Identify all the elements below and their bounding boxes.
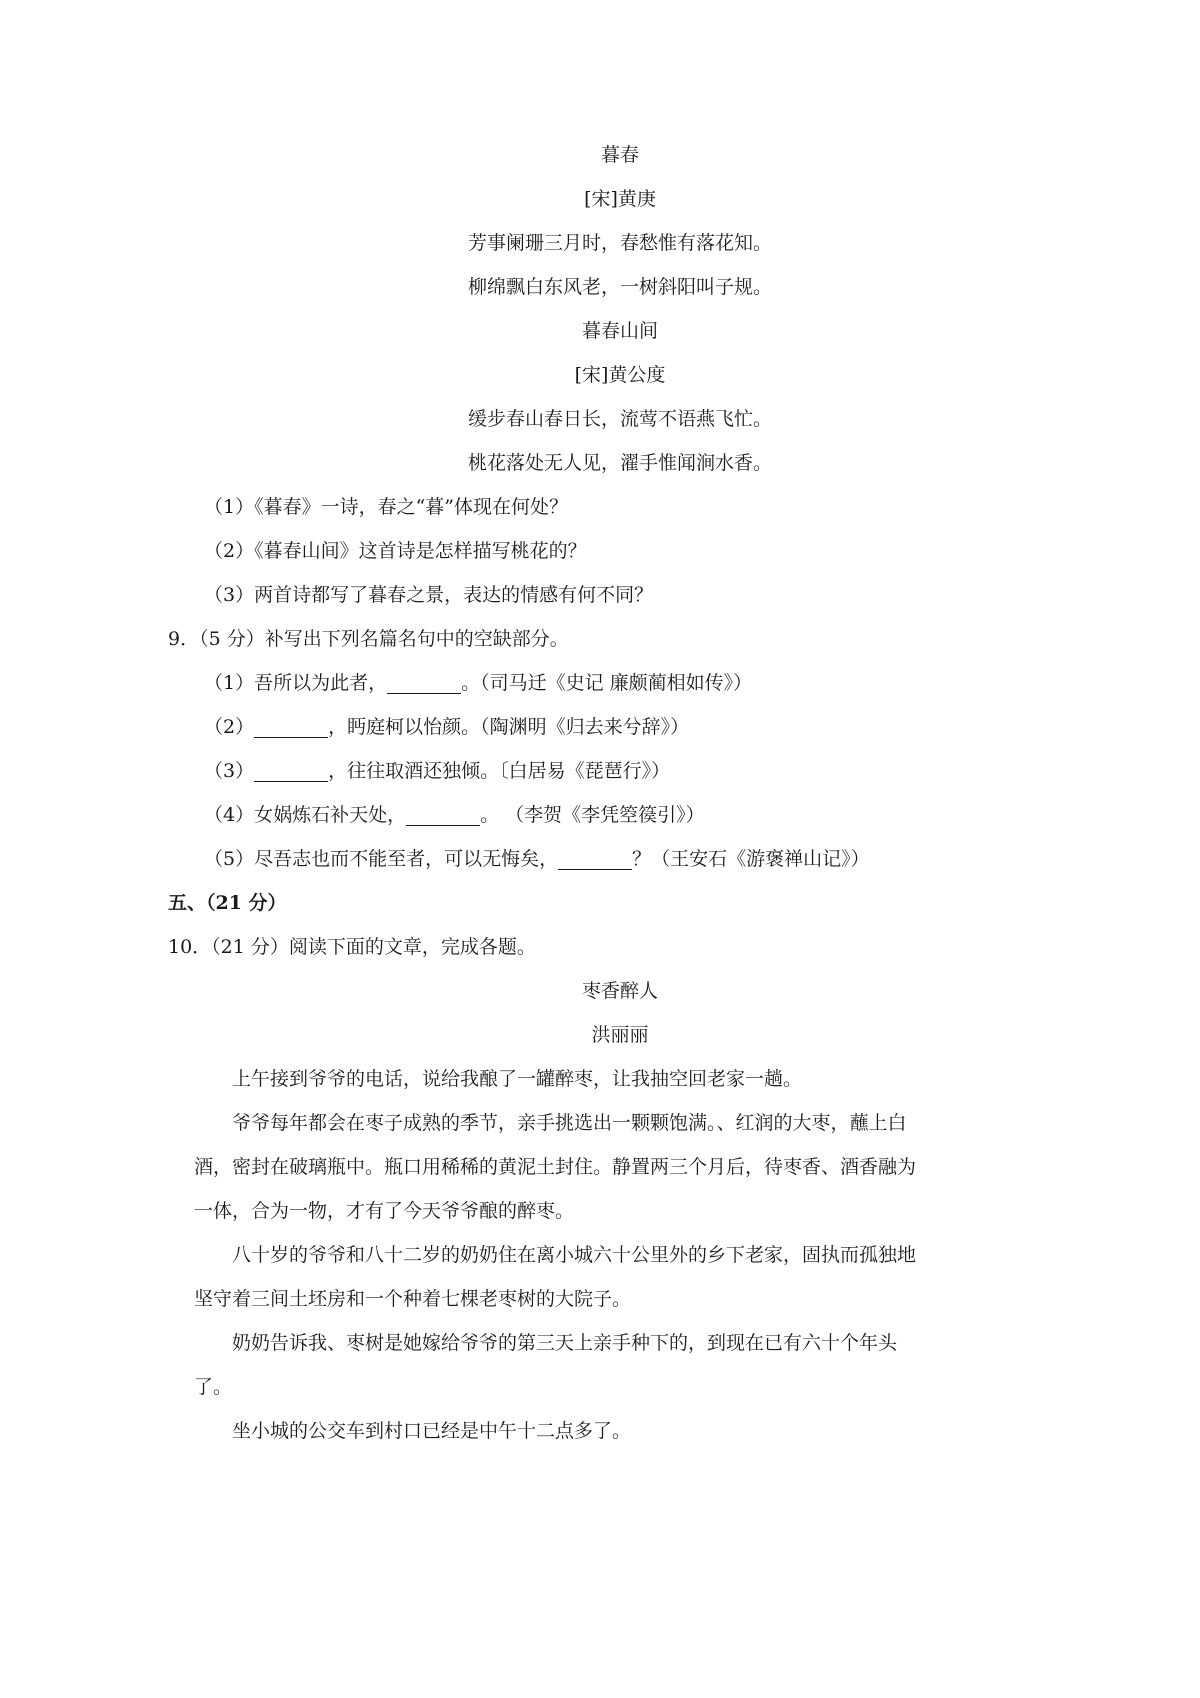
q8-sub-1: （1）《暮春》一诗，春之“暮”体现在何处？	[204, 496, 569, 518]
poem1-author: [宋]黄庚	[584, 188, 656, 210]
blank-underline[interactable]	[387, 674, 461, 694]
poem1-line-2: 柳绵飘白东风老，一树斜阳叫子规。	[467, 276, 772, 298]
article-title: 枣香醉人	[581, 980, 658, 1002]
q9-item-4-after: 。 （李贺《李凭箜篌引》）	[480, 804, 705, 826]
article-line-7: 奶奶告诉我、枣树是她嫁给爷爷的第三天上亲手种下的，到现在已有六十个年头	[232, 1332, 898, 1354]
blank-underline[interactable]	[254, 718, 328, 738]
poem2-author: [宋]黄公度	[574, 364, 666, 386]
article-author: 洪丽丽	[591, 1024, 649, 1046]
poem2-title: 暮春山间	[581, 320, 658, 342]
article-line-4: 一体，合为一物，才有了今天爷爷酿的醉枣。	[194, 1200, 575, 1222]
q9-item-3-after: ，往往取酒还独倾。〔白居易《琵琶行》）	[328, 760, 671, 782]
q9-item-4	[204, 806, 705, 826]
q10-stem: 10．（21 分）阅读下面的文章，完成各题。	[168, 936, 536, 958]
q9-item-2-before: （2）	[204, 716, 255, 738]
blank-underline[interactable]	[406, 806, 480, 826]
article-line-2: 爷爷每年都会在枣子成熟的季节，亲手挑选出一颗颗饱满。、红润的大枣，蘸上白	[232, 1112, 907, 1134]
q9-item-1	[204, 674, 752, 694]
article-line-3: 酒，密封在破璃瓶中。瓶口用稀稀的黄泥土封住。静置两三个月后，待枣香、酒香融为	[194, 1156, 917, 1178]
q9-item-3	[204, 762, 670, 782]
q9-stem: 9．（5 分）补写出下列名篇名句中的空缺部分。	[168, 628, 569, 650]
article-line-9: 坐小城的公交车到村口已经是中午十二点多了。	[232, 1420, 632, 1442]
article-line-1: 上午接到爷爷的电话，说给我酿了一罐醉枣，让我抽空回老家一趟。	[232, 1068, 803, 1090]
q9-item-5-before: （5）尽吾志也而不能至者，可以无悔矣，	[204, 848, 559, 870]
q9-item-3-before: （3）	[204, 760, 255, 782]
article-line-6: 坚守着三间土坯房和一个种着七棵老枣树的大院子。	[194, 1288, 632, 1310]
blank-underline[interactable]	[254, 762, 328, 782]
q9-item-4-before: （4）女娲炼石补天处，	[204, 804, 407, 826]
q9-item-5	[204, 850, 870, 870]
q9-item-2-after: ，眄庭柯以怡颜。（陶渊明《归去来兮辞》）	[328, 716, 690, 738]
poem1-line-1: 芳事阑珊三月时，春愁惟有落花知。	[467, 232, 772, 254]
q9-item-5-after: ？（王安石《游褒禅山记》）	[632, 848, 870, 870]
q8-sub-2: （2）《暮春山间》这首诗是怎样描写桃花的？	[204, 540, 587, 562]
q9-item-1-after: 。（司马迁《史记 廉颇蔺相如传》）	[461, 672, 753, 694]
section-heading: 五、（21 分）	[168, 892, 287, 914]
q9-item-2	[204, 718, 689, 738]
q9-item-1-before: （1）吾所以为此者，	[204, 672, 388, 694]
q8-sub-3: （3）两首诗都写了暮春之景，表达的情感有何不同？	[204, 584, 654, 606]
poem2-line-1: 缓步春山春日长，流莺不语燕飞忙。	[467, 408, 772, 430]
poem1-title: 暮春	[600, 144, 639, 166]
blank-underline[interactable]	[558, 850, 632, 870]
article-line-5: 八十岁的爷爷和八十二岁的奶奶住在离小城六十公里外的乡下老家，固执而孤独地	[232, 1244, 917, 1266]
article-line-8: 了。	[194, 1376, 233, 1398]
poem2-line-2: 桃花落处无人见，濯手惟闻涧水香。	[467, 452, 772, 474]
